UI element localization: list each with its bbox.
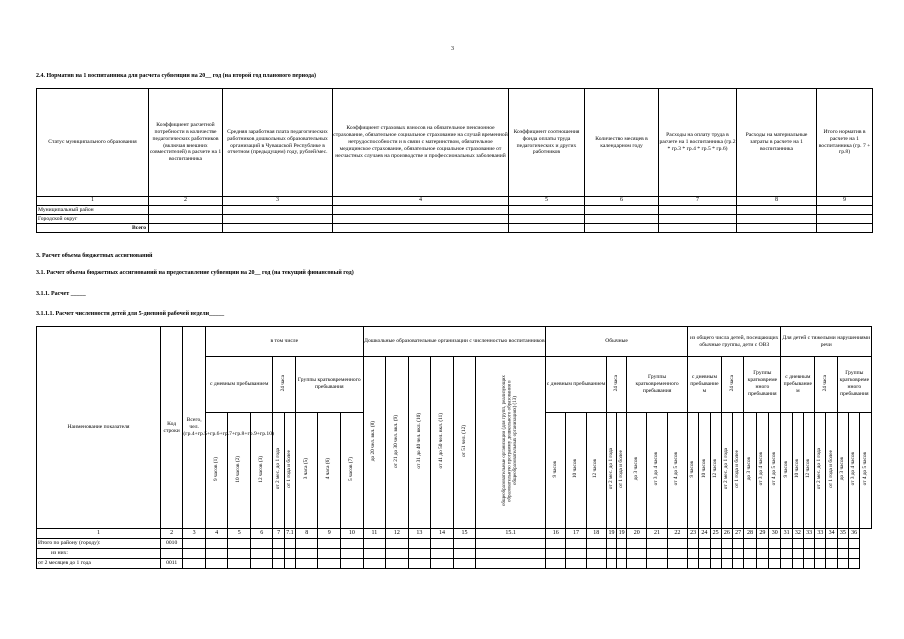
group-header: 24 часа	[273, 357, 296, 413]
table-cell	[205, 559, 228, 569]
table-cell	[826, 539, 837, 549]
table-cell	[566, 549, 586, 559]
column-number: 14	[431, 529, 454, 539]
table-cell	[363, 549, 386, 559]
table-cell	[408, 549, 431, 559]
table-cell	[228, 549, 251, 559]
sub-header: от 3 до 4 часов	[756, 412, 768, 528]
column-number: 17	[566, 529, 586, 539]
table-cell	[815, 559, 826, 569]
group-header: 24 часа	[815, 357, 838, 413]
table-cell	[295, 559, 318, 569]
table-cell	[431, 549, 454, 559]
section-3-heading: 3. Расчет объема бюджетных ассигнований	[36, 253, 153, 259]
table-cell	[688, 549, 699, 559]
table-cell	[318, 549, 341, 559]
table-cell	[744, 559, 756, 569]
column-number: 2	[149, 197, 223, 206]
table-cell	[606, 559, 616, 569]
column-number: 19	[617, 529, 627, 539]
group-header: с дневным пребывание м	[781, 357, 815, 413]
table-cell	[453, 559, 476, 569]
table-cell	[363, 559, 386, 569]
table-cell	[431, 559, 454, 569]
table1-row	[37, 215, 873, 224]
table-cell	[453, 539, 476, 549]
table-cell	[647, 559, 667, 569]
table-cell	[756, 539, 768, 549]
column-number: 35	[837, 529, 848, 539]
table-cell	[606, 539, 616, 549]
table-cell	[318, 539, 341, 549]
column-number: 20	[627, 529, 647, 539]
dow-size-header: от 21 до 30 чел. вкл. (9)	[386, 357, 409, 529]
table-cell	[769, 539, 781, 549]
table-cell	[688, 539, 699, 549]
column-number: 12	[386, 529, 409, 539]
table-cell	[341, 549, 364, 559]
table-cell	[699, 559, 710, 569]
table-cell	[273, 549, 284, 559]
table-cell	[647, 539, 667, 549]
sub-header: 10 часов	[566, 412, 586, 528]
table-cell	[295, 549, 318, 559]
column-number: 7	[659, 197, 737, 206]
column-number: 4	[205, 529, 228, 539]
sub-header: 12 часов (3)	[250, 412, 273, 528]
dow-size-header: до 20 чел. вкл. (8)	[363, 357, 386, 529]
sub-header: 3 часа (5)	[295, 412, 318, 528]
table-cell	[721, 539, 732, 549]
dow-header: Дошкольные образовательные организации с численностью воспитанников	[363, 327, 545, 357]
sub-header: 4 часа (6)	[318, 412, 341, 528]
table-cell	[586, 559, 606, 569]
table-cell	[769, 549, 781, 559]
table-cell	[756, 549, 768, 559]
group-header: Группы кратковременного пребывания	[295, 357, 363, 413]
table-cell	[617, 559, 627, 569]
column-number: 1	[37, 529, 161, 539]
column-number: 10	[341, 529, 364, 539]
table-cell	[848, 549, 859, 559]
row-code: 0011	[160, 559, 183, 569]
column-number: 7.1	[284, 529, 295, 539]
column-number: 4	[333, 197, 509, 206]
table-cell	[803, 549, 814, 559]
sub-header: от 4 до 5 часов	[769, 412, 781, 528]
section-2-4-heading: 2.4. Норматив на 1 воспитанника для расчета субвенции на 20__ год (на второй год планового периода)	[36, 73, 316, 79]
in-total-header: в том числе	[205, 327, 363, 357]
table-cell	[546, 549, 566, 559]
sub-header: 12 часов	[710, 412, 721, 528]
table1-header: Расходы на материальные затраты в расчете на 1 воспитанника	[737, 89, 817, 197]
column-number: 3	[183, 529, 206, 539]
column-number: 11	[363, 529, 386, 539]
column-number: 27	[733, 529, 744, 539]
table-cell	[699, 539, 710, 549]
speech-header: Для детей с тяжелыми нарушениями речи	[781, 327, 872, 357]
row-label: из них:	[37, 549, 161, 559]
section-3-1-1-heading: 3.1.1. Расчет _____	[36, 291, 86, 297]
table1-total-row	[37, 224, 873, 233]
table1-header: Коэффициент соотношения фонда оплаты труда педагогических и других работников	[509, 89, 585, 197]
table-cell	[386, 549, 409, 559]
table-cell	[566, 539, 586, 549]
table-cell	[667, 559, 687, 569]
table-cell	[386, 559, 409, 569]
table-cell	[837, 549, 848, 559]
table-cell	[781, 539, 792, 549]
sub-header: от 4 до 5 часов	[667, 412, 687, 528]
table-cell	[781, 559, 792, 569]
column-number: 21	[647, 529, 667, 539]
table-cell	[546, 559, 566, 569]
column-number: 15.1	[476, 529, 546, 539]
row-label: от 2 месяцев до 1 года	[37, 559, 161, 569]
table-cell	[826, 559, 837, 569]
table-cell	[228, 559, 251, 569]
table-cell	[721, 559, 732, 569]
table-cell	[284, 539, 295, 549]
table-cell	[647, 549, 667, 559]
column-number: 19	[606, 529, 616, 539]
table-cell	[699, 549, 710, 559]
table-cell	[205, 549, 228, 559]
row-code	[160, 549, 183, 559]
sub-header: от 3 до 4 часов	[647, 412, 667, 528]
sub-header: 9 часов	[781, 412, 792, 528]
dow-size-header: от 51 чел. (12)	[453, 357, 476, 529]
table-cell	[476, 539, 546, 549]
group-header: Группы кратковреме нного пребывания	[744, 357, 781, 413]
row-label: Итого по району (городу):	[37, 539, 161, 549]
sub-header: от 1 года и более	[826, 412, 837, 528]
sub-header: до 3 часов	[744, 412, 756, 528]
sub-header: до 3 часов	[837, 412, 848, 528]
table-cell	[250, 539, 273, 549]
table-cell	[627, 549, 647, 559]
table-cell	[284, 549, 295, 559]
sub-header: 5 часов (7)	[341, 412, 364, 528]
table-cell	[837, 559, 848, 569]
table-cell	[586, 539, 606, 549]
table-cell	[710, 559, 721, 569]
table1-header-row	[37, 89, 873, 197]
table1-number-row	[37, 197, 873, 206]
table2-row	[37, 559, 872, 569]
table2-row	[37, 549, 872, 559]
table-cell	[341, 539, 364, 549]
sub-header: 9 часов	[546, 412, 566, 528]
table-cell	[205, 539, 228, 549]
table-cell	[566, 559, 586, 569]
table-cell	[815, 549, 826, 559]
sub-header: от 1 года и более	[617, 412, 627, 528]
sub-header: 9 часов	[688, 412, 699, 528]
table-cell	[733, 549, 744, 559]
column-number: 2	[160, 529, 183, 539]
table-cell	[815, 539, 826, 549]
table-cell	[792, 559, 803, 569]
column-number: 33	[803, 529, 814, 539]
table2-row	[37, 539, 872, 549]
code-header: Код строки	[160, 327, 183, 529]
sub-header: 9 часов (1)	[205, 412, 228, 528]
column-number: 23	[688, 529, 699, 539]
table-cell	[431, 539, 454, 549]
table-cell	[733, 539, 744, 549]
sub-header: от 2 мес. до 1 года	[273, 412, 284, 528]
sub-header: до 3 часов	[627, 412, 647, 528]
table-cell	[408, 539, 431, 549]
table-cell	[341, 559, 364, 569]
column-number: 8	[295, 529, 318, 539]
column-number: 6	[250, 529, 273, 539]
table-cell	[733, 559, 744, 569]
group-header: с дневным пребывание м	[688, 357, 722, 413]
sub-header: от 1 года и более	[733, 412, 744, 528]
table-cell	[476, 559, 546, 569]
table1-header: Итого норматив в расчете на 1 воспитанника (гр. 7 + гр.8)	[817, 89, 873, 197]
row-label-total: Всего	[37, 224, 149, 233]
table-cell	[837, 539, 848, 549]
table-cell	[606, 549, 616, 559]
dow-size-header: общеобразовательные организации (для групп, реализующих образовательную программу дошкольного образования в общеобразовательных организациях) (13)	[476, 357, 546, 529]
table-cell	[688, 559, 699, 569]
table-cell	[848, 559, 859, 569]
table-cell	[546, 539, 566, 549]
indicator-header: Наименование показателя	[37, 327, 161, 529]
table1-header: Количество месяцев в календарном году	[585, 89, 659, 197]
column-number: 30	[769, 529, 781, 539]
group-header: с дневным пребыванием	[546, 357, 607, 413]
column-number: 3	[223, 197, 333, 206]
table2-header-row-1	[37, 327, 872, 357]
table-cell	[667, 539, 687, 549]
sub-header: от 2 мес. до 1 года	[721, 412, 732, 528]
column-number: 1	[37, 197, 149, 206]
column-number: 29	[756, 529, 768, 539]
column-number: 25	[710, 529, 721, 539]
column-number: 15	[453, 529, 476, 539]
table-cell	[721, 549, 732, 559]
table-cell	[617, 539, 627, 549]
sub-header: от 4 до 5 часов	[860, 412, 872, 528]
row-label: Муниципальный район	[37, 206, 149, 215]
row-code: 0010	[160, 539, 183, 549]
column-number: 6	[585, 197, 659, 206]
column-number: 34	[826, 529, 837, 539]
table-cell	[408, 559, 431, 569]
column-number: 24	[699, 529, 710, 539]
ovz-header: из общего числа детей, посещающих обычные группы, дети с ОВЗ	[688, 327, 781, 357]
table-cell	[183, 559, 206, 569]
group-header: Группы кратковременного пребывания	[627, 357, 688, 413]
table-cell	[273, 559, 284, 569]
table-cell	[295, 539, 318, 549]
table-cell	[273, 539, 284, 549]
column-number: 31	[781, 529, 792, 539]
table-cell	[792, 539, 803, 549]
column-number: 7	[273, 529, 284, 539]
sub-header: 12 часов	[586, 412, 606, 528]
column-number: 9	[817, 197, 873, 206]
column-number: 18	[586, 529, 606, 539]
table-cell	[250, 559, 273, 569]
table-cell	[183, 539, 206, 549]
table-cell	[318, 559, 341, 569]
sub-header: 10 часов	[699, 412, 710, 528]
column-number: 13	[408, 529, 431, 539]
table1-header: Коэффициент расчетной потребности в количестве педагогических работников (включая внешних совместителей) в расчете на 1 воспитанника	[149, 89, 223, 197]
group-header: Группы кратковреме нного пребывания	[837, 357, 871, 413]
table-cell	[250, 549, 273, 559]
table-cell	[617, 549, 627, 559]
dow-size-header: от 31 до 40 чел. вкл. (10)	[408, 357, 431, 529]
table-cell	[284, 559, 295, 569]
normative-table	[36, 88, 873, 233]
group-header: с дневным пребыванием	[205, 357, 273, 413]
sub-header: 10 часов	[792, 412, 803, 528]
sub-header: от 2 мес. до 1 года	[815, 412, 826, 528]
table-cell	[769, 559, 781, 569]
table-cell	[792, 549, 803, 559]
table-cell	[744, 539, 756, 549]
column-number: 26	[721, 529, 732, 539]
section-3-1-1-1-heading: 3.1.1.1. Расчет численности детей для 5-дневной рабочей недели_____	[36, 311, 225, 317]
table-cell	[363, 539, 386, 549]
sub-header: 10 часов (2)	[228, 412, 251, 528]
children-count-table	[36, 326, 872, 569]
column-number: 22	[667, 529, 687, 539]
sub-header: от 1 года и более	[284, 412, 295, 528]
section-3-1-heading: 3.1. Расчет объема бюджетных ассигнований на предоставление субвенции на 20__ год (на текущий финансовый год)	[36, 270, 354, 276]
table1-header: Средняя заработная плата педагогических работников дошкольных образовательных организаций в Чувашской Республике в отчетном (предыдущем) году, рублей/мес.	[223, 89, 333, 197]
sub-header: от 3 до 4 часов	[848, 412, 859, 528]
table-cell	[667, 549, 687, 559]
table-cell	[803, 539, 814, 549]
table-cell	[710, 549, 721, 559]
column-number: 36	[848, 529, 859, 539]
column-number: 9	[318, 529, 341, 539]
dow-size-header: от 41 до 50 чел. вкл. (11)	[431, 357, 454, 529]
table2-number-row	[37, 529, 872, 539]
table1-row	[37, 206, 873, 215]
table-cell	[848, 539, 859, 549]
column-number: 16	[546, 529, 566, 539]
column-number: 28	[744, 529, 756, 539]
group-header: 24 часа	[721, 357, 744, 413]
ordinary-header: Обычные	[546, 327, 688, 357]
table-cell	[627, 559, 647, 569]
table1-header: Коэффициент страховых взносов на обязательное пенсионное страхование, обязательное социальное страхование на случай временной нетрудоспособности и в связи с материнством, обязательное медицинское страхование, обязательное социальное страхование от несчастных случаев на производстве и профессиональных заболеваний	[333, 89, 509, 197]
row-label: Городской округ	[37, 215, 149, 224]
table-cell	[826, 549, 837, 559]
table-cell	[627, 539, 647, 549]
table-cell	[586, 549, 606, 559]
table-cell	[756, 559, 768, 569]
table-cell	[803, 559, 814, 569]
table1-header: Расходы на оплату труда в расчете на 1 воспитанника (гр.2 * гр.3 * гр.4 * гр.5 * гр.6)	[659, 89, 737, 197]
column-number: 8	[737, 197, 817, 206]
group-header: 24 часа	[606, 357, 626, 413]
table-cell	[710, 539, 721, 549]
total-header: Всего, чел. (гр.4+гр.5+гр.6+гр.7+гр.8+гр.9+гр.10)	[183, 327, 206, 529]
table-cell	[476, 549, 546, 559]
column-number: 32	[792, 529, 803, 539]
table-cell	[744, 549, 756, 559]
table-cell	[183, 549, 206, 559]
column-number: 5	[509, 197, 585, 206]
column-number: 33	[815, 529, 826, 539]
column-number: 5	[228, 529, 251, 539]
sub-header: 12 часов	[803, 412, 814, 528]
table-cell	[386, 539, 409, 549]
table-cell	[453, 549, 476, 559]
table-cell	[228, 539, 251, 549]
table1-header: Статус муниципального образования	[37, 89, 149, 197]
page-number: 3	[451, 46, 454, 52]
sub-header: от 2 мес. до 1 года	[606, 412, 616, 528]
table-cell	[781, 549, 792, 559]
